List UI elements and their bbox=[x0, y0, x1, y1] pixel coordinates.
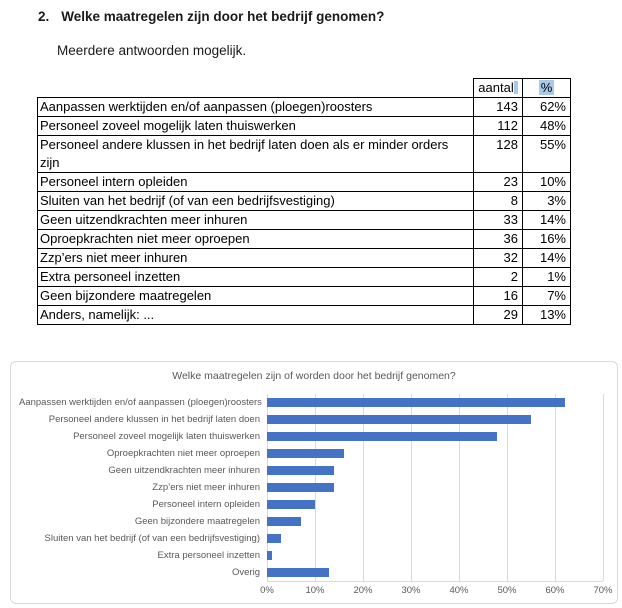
measure-count-cell: 8 bbox=[474, 192, 523, 211]
question-heading bbox=[38, 9, 384, 24]
header-empty-cell bbox=[38, 79, 474, 98]
bar bbox=[267, 517, 301, 526]
table-row bbox=[38, 287, 571, 306]
measure-percent-cell: 48% bbox=[523, 117, 571, 136]
bar bbox=[267, 551, 272, 560]
x-tick-label: 30% bbox=[401, 585, 421, 596]
measure-percent-cell: 3% bbox=[523, 192, 571, 211]
bar bbox=[267, 483, 334, 492]
measure-count-cell: 36 bbox=[474, 230, 523, 249]
x-tick-label: 40% bbox=[449, 585, 469, 596]
header-aantal-label: aantal bbox=[478, 80, 514, 95]
measure-percent-cell: 10% bbox=[523, 173, 571, 192]
chart-category-labels bbox=[19, 394, 260, 581]
measure-count-cell: 29 bbox=[474, 306, 523, 325]
measure-percent-cell: 14% bbox=[523, 211, 571, 230]
measure-label-cell: Oproepkrachten niet meer oproepen bbox=[38, 230, 474, 249]
selection-highlight bbox=[514, 81, 518, 94]
category-label: Oproepkrachten niet meer oproepen bbox=[106, 448, 260, 459]
category-label: Personeel andere klussen in het bedrijf laten doen bbox=[48, 414, 260, 425]
measure-count-cell: 33 bbox=[474, 211, 523, 230]
x-tick-label: 50% bbox=[497, 585, 517, 596]
x-tick-label: 70% bbox=[593, 585, 613, 596]
category-label: Personeel zoveel mogelijk laten thuiswerken bbox=[73, 431, 260, 442]
table-row bbox=[38, 249, 571, 268]
category-label: Geen uitzendkrachten meer inhuren bbox=[108, 465, 260, 476]
table-row bbox=[38, 136, 571, 173]
table-row bbox=[38, 98, 571, 117]
measure-label-cell: Personeel intern opleiden bbox=[38, 173, 474, 192]
measure-count-cell: 32 bbox=[474, 249, 523, 268]
category-label: Overig bbox=[232, 567, 260, 578]
x-tick-label: 0% bbox=[260, 585, 274, 596]
x-tick-label: 20% bbox=[353, 585, 373, 596]
measure-label-cell: Zzp’ers niet meer inhuren bbox=[38, 249, 474, 268]
bar bbox=[267, 449, 344, 458]
table-row bbox=[38, 268, 571, 287]
x-tick-label: 10% bbox=[305, 585, 325, 596]
question-number: 2. bbox=[38, 9, 50, 24]
measure-count-cell: 2 bbox=[474, 268, 523, 287]
measure-count-cell: 16 bbox=[474, 287, 523, 306]
measure-label-cell: Extra personeel inzetten bbox=[38, 268, 474, 287]
category-label: Zzp’ers niet meer inhuren bbox=[152, 482, 260, 493]
measure-percent-cell: 16% bbox=[523, 230, 571, 249]
chart-plot bbox=[267, 394, 603, 582]
bar bbox=[267, 432, 497, 441]
chart-x-axis bbox=[260, 585, 613, 599]
table-header-row bbox=[38, 79, 571, 98]
measure-label-cell: Personeel zoveel mogelijk laten thuiswerken bbox=[38, 117, 474, 136]
chart-title: Welke maatregelen zijn of worden door het bedrijf genomen? bbox=[172, 370, 456, 382]
x-tick-label: 60% bbox=[545, 585, 565, 596]
gridline bbox=[555, 394, 556, 581]
measure-count-cell: 143 bbox=[474, 98, 523, 117]
bar bbox=[267, 466, 334, 475]
measure-percent-cell: 1% bbox=[523, 268, 571, 287]
category-label: Extra personeel inzetten bbox=[157, 550, 260, 561]
bar bbox=[267, 398, 565, 407]
measure-percent-cell: 13% bbox=[523, 306, 571, 325]
category-label: Sluiten van het bedrijf (of van een bedrijfsvestiging) bbox=[44, 533, 260, 544]
bar bbox=[267, 500, 315, 509]
measure-percent-cell: 14% bbox=[523, 249, 571, 268]
header-aantal bbox=[474, 79, 523, 98]
table-row bbox=[38, 117, 571, 136]
bar-chart bbox=[10, 361, 618, 604]
category-label: Aanpassen werktijden en/of aanpassen (ploegen)roosters bbox=[19, 397, 262, 408]
measure-count-cell: 23 bbox=[474, 173, 523, 192]
measures-table-body bbox=[38, 79, 571, 325]
table-row bbox=[38, 173, 571, 192]
measure-count-cell: 112 bbox=[474, 117, 523, 136]
measure-percent-cell: 7% bbox=[523, 287, 571, 306]
measure-percent-cell: 55% bbox=[523, 136, 571, 173]
bar bbox=[267, 534, 281, 543]
category-label: Geen bijzondere maatregelen bbox=[134, 516, 260, 527]
header-pct-label: % bbox=[540, 80, 553, 95]
gridline bbox=[603, 394, 604, 581]
measure-label-cell: Geen uitzendkrachten meer inhuren bbox=[38, 211, 474, 230]
table-row bbox=[38, 230, 571, 249]
measures-table bbox=[37, 78, 571, 325]
measure-percent-cell: 62% bbox=[523, 98, 571, 117]
bar bbox=[267, 568, 329, 577]
bar bbox=[267, 415, 531, 424]
measure-label-cell: Aanpassen werktijden en/of aanpassen (ploegen)roosters bbox=[38, 98, 474, 117]
table-row bbox=[38, 192, 571, 211]
measure-label-cell: Personeel andere klussen in het bedrijf laten doen als er minder orders zijn bbox=[38, 136, 474, 173]
category-label: Personeel intern opleiden bbox=[152, 499, 260, 510]
measure-label-cell: Geen bijzondere maatregelen bbox=[38, 287, 474, 306]
measure-label-cell: Sluiten van het bedrijf (of van een bedrijfsvestiging) bbox=[38, 192, 474, 211]
table-row bbox=[38, 211, 571, 230]
question-subtitle: Meerdere antwoorden mogelijk. bbox=[57, 43, 247, 58]
table-row bbox=[38, 306, 571, 325]
measure-label-cell: Anders, namelijk: ... bbox=[38, 306, 474, 325]
measure-count-cell: 128 bbox=[474, 136, 523, 173]
question-text: Welke maatregelen zijn door het bedrijf genomen? bbox=[61, 9, 385, 24]
header-pct bbox=[523, 79, 571, 98]
